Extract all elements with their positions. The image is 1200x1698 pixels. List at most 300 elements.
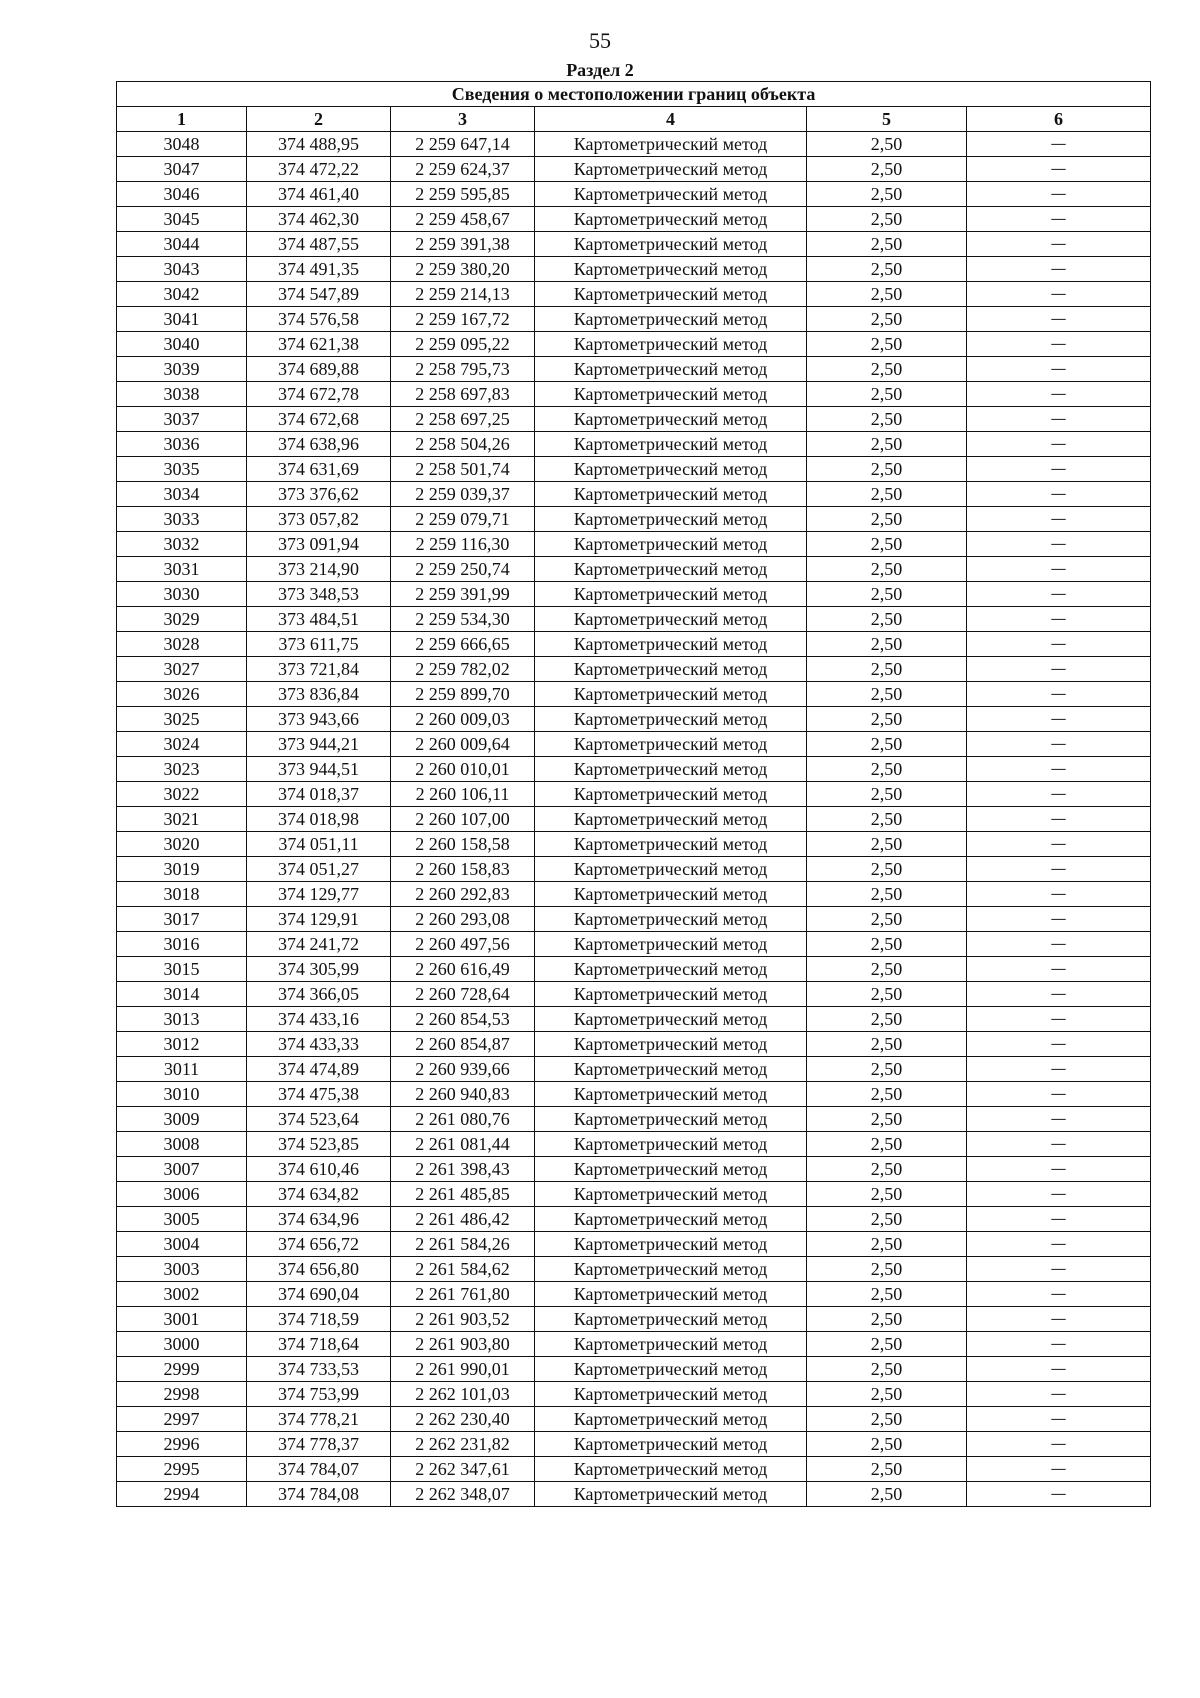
y-coordinate-cell: 2 259 458,67 [391,207,535,232]
x-coordinate-cell: 374 672,78 [247,382,391,407]
method-cell: Картометрический метод [535,1482,807,1507]
table-row [117,857,1151,882]
description-cell: — [967,307,1151,332]
description-cell: — [967,1282,1151,1307]
table-row [117,1057,1151,1082]
accuracy-cell: 2,50 [807,432,967,457]
point-number-cell: 2994 [117,1482,247,1507]
accuracy-cell: 2,50 [807,507,967,532]
point-number-cell: 3037 [117,407,247,432]
x-coordinate-cell: 374 778,21 [247,1407,391,1432]
table-row [117,1032,1151,1057]
table-row [117,1382,1151,1407]
y-coordinate-cell: 2 260 158,58 [391,832,535,857]
table-row [117,1157,1151,1182]
accuracy-cell: 2,50 [807,332,967,357]
method-cell: Картометрический метод [535,1057,807,1082]
description-cell: — [967,857,1151,882]
method-cell: Картометрический метод [535,157,807,182]
accuracy-cell: 2,50 [807,1457,967,1482]
point-number-cell: 3006 [117,1182,247,1207]
x-coordinate-cell: 374 778,37 [247,1432,391,1457]
table-row [117,357,1151,382]
method-cell: Картометрический метод [535,1032,807,1057]
table-row [117,832,1151,857]
y-coordinate-cell: 2 261 080,76 [391,1107,535,1132]
method-cell: Картометрический метод [535,607,807,632]
x-coordinate-cell: 374 718,64 [247,1332,391,1357]
method-cell: Картометрический метод [535,907,807,932]
y-coordinate-cell: 2 259 899,70 [391,682,535,707]
table-row [117,132,1151,157]
description-cell: — [967,157,1151,182]
table-row [117,257,1151,282]
method-cell: Картометрический метод [535,757,807,782]
description-cell: — [967,557,1151,582]
point-number-cell: 3029 [117,607,247,632]
x-coordinate-cell: 373 836,84 [247,682,391,707]
accuracy-cell: 2,50 [807,157,967,182]
point-number-cell: 3039 [117,357,247,382]
description-cell: — [967,1382,1151,1407]
point-number-cell: 3020 [117,832,247,857]
x-coordinate-cell: 373 944,51 [247,757,391,782]
table-row [117,532,1151,557]
point-number-cell: 2996 [117,1432,247,1457]
table-row [117,882,1151,907]
table-row [117,1307,1151,1332]
description-cell: — [967,1407,1151,1432]
accuracy-cell: 2,50 [807,607,967,632]
y-coordinate-cell: 2 260 728,64 [391,982,535,1007]
table-row [117,1332,1151,1357]
table-row [117,1082,1151,1107]
method-cell: Картометрический метод [535,307,807,332]
x-coordinate-cell: 374 487,55 [247,232,391,257]
x-coordinate-cell: 374 576,58 [247,307,391,332]
point-number-cell: 3003 [117,1257,247,1282]
x-coordinate-cell: 374 733,53 [247,1357,391,1382]
method-cell: Картометрический метод [535,657,807,682]
table-row [117,1407,1151,1432]
x-coordinate-cell: 374 690,04 [247,1282,391,1307]
description-cell: — [967,1032,1151,1057]
method-cell: Картометрический метод [535,357,807,382]
accuracy-cell: 2,50 [807,632,967,657]
y-coordinate-cell: 2 260 939,66 [391,1057,535,1082]
y-coordinate-cell: 2 259 666,65 [391,632,535,657]
y-coordinate-cell: 2 260 107,00 [391,807,535,832]
column-header-1: 1 [117,107,247,132]
accuracy-cell: 2,50 [807,682,967,707]
y-coordinate-cell: 2 260 854,53 [391,1007,535,1032]
method-cell: Картометрический метод [535,1157,807,1182]
method-cell: Картометрический метод [535,482,807,507]
point-number-cell: 3031 [117,557,247,582]
method-cell: Картометрический метод [535,882,807,907]
x-coordinate-cell: 374 129,77 [247,882,391,907]
table-row [117,757,1151,782]
description-cell: — [967,657,1151,682]
point-number-cell: 3045 [117,207,247,232]
point-number-cell: 3007 [117,1157,247,1182]
column-header-3: 3 [391,107,535,132]
y-coordinate-cell: 2 258 697,25 [391,407,535,432]
accuracy-cell: 2,50 [807,232,967,257]
x-coordinate-cell: 373 057,82 [247,507,391,532]
point-number-cell: 3043 [117,257,247,282]
description-cell: — [967,1207,1151,1232]
point-number-cell: 3012 [117,1032,247,1057]
method-cell: Картометрический метод [535,332,807,357]
x-coordinate-cell: 373 943,66 [247,707,391,732]
column-header-2: 2 [247,107,391,132]
table-row [117,182,1151,207]
accuracy-cell: 2,50 [807,707,967,732]
table-row [117,1132,1151,1157]
method-cell: Картометрический метод [535,707,807,732]
point-number-cell: 3016 [117,932,247,957]
accuracy-cell: 2,50 [807,132,967,157]
y-coordinate-cell: 2 258 697,83 [391,382,535,407]
table-row [117,1182,1151,1207]
x-coordinate-cell: 374 018,98 [247,807,391,832]
accuracy-cell: 2,50 [807,1057,967,1082]
accuracy-cell: 2,50 [807,1107,967,1132]
accuracy-cell: 2,50 [807,882,967,907]
description-cell: — [967,932,1151,957]
column-header-5: 5 [807,107,967,132]
method-cell: Картометрический метод [535,507,807,532]
point-number-cell: 3026 [117,682,247,707]
table-body [117,132,1151,1507]
method-cell: Картометрический метод [535,857,807,882]
description-cell: — [967,407,1151,432]
table-row [117,607,1151,632]
x-coordinate-cell: 374 474,89 [247,1057,391,1082]
table-row [117,1357,1151,1382]
y-coordinate-cell: 2 258 501,74 [391,457,535,482]
x-coordinate-cell: 373 944,21 [247,732,391,757]
x-coordinate-cell: 374 610,46 [247,1157,391,1182]
accuracy-cell: 2,50 [807,657,967,682]
y-coordinate-cell: 2 259 079,71 [391,507,535,532]
accuracy-cell: 2,50 [807,1332,967,1357]
point-number-cell: 3015 [117,957,247,982]
description-cell: — [967,1357,1151,1382]
point-number-cell: 2999 [117,1357,247,1382]
accuracy-cell: 2,50 [807,482,967,507]
x-coordinate-cell: 374 634,96 [247,1207,391,1232]
method-cell: Картометрический метод [535,432,807,457]
accuracy-cell: 2,50 [807,1282,967,1307]
method-cell: Картометрический метод [535,1207,807,1232]
method-cell: Картометрический метод [535,1082,807,1107]
description-cell: — [967,457,1151,482]
accuracy-cell: 2,50 [807,782,967,807]
method-cell: Картометрический метод [535,1282,807,1307]
description-cell: — [967,1107,1151,1132]
point-number-cell: 3024 [117,732,247,757]
x-coordinate-cell: 373 611,75 [247,632,391,657]
table-row [117,682,1151,707]
accuracy-cell: 2,50 [807,532,967,557]
point-number-cell: 3019 [117,857,247,882]
description-cell: — [967,1182,1151,1207]
method-cell: Картометрический метод [535,832,807,857]
description-cell: — [967,1232,1151,1257]
x-coordinate-cell: 374 689,88 [247,357,391,382]
x-coordinate-cell: 374 129,91 [247,907,391,932]
point-number-cell: 3032 [117,532,247,557]
table-row [117,657,1151,682]
table-row [117,1107,1151,1132]
y-coordinate-cell: 2 260 009,03 [391,707,535,732]
accuracy-cell: 2,50 [807,307,967,332]
description-cell: — [967,982,1151,1007]
method-cell: Картометрический метод [535,1182,807,1207]
description-cell: — [967,1257,1151,1282]
method-cell: Картометрический метод [535,807,807,832]
y-coordinate-cell: 2 260 854,87 [391,1032,535,1057]
accuracy-cell: 2,50 [807,932,967,957]
description-cell: — [967,182,1151,207]
point-number-cell: 3042 [117,282,247,307]
point-number-cell: 3008 [117,1132,247,1157]
accuracy-cell: 2,50 [807,1232,967,1257]
accuracy-cell: 2,50 [807,1032,967,1057]
table-row [117,157,1151,182]
accuracy-cell: 2,50 [807,757,967,782]
x-coordinate-cell: 374 366,05 [247,982,391,1007]
y-coordinate-cell: 2 261 903,80 [391,1332,535,1357]
method-cell: Картометрический метод [535,782,807,807]
description-cell: — [967,907,1151,932]
description-cell: — [967,1432,1151,1457]
x-coordinate-cell: 374 475,38 [247,1082,391,1107]
x-coordinate-cell: 374 488,95 [247,132,391,157]
accuracy-cell: 2,50 [807,1207,967,1232]
y-coordinate-cell: 2 260 292,83 [391,882,535,907]
y-coordinate-cell: 2 260 158,83 [391,857,535,882]
x-coordinate-cell: 374 305,99 [247,957,391,982]
description-cell: — [967,382,1151,407]
point-number-cell: 3028 [117,632,247,657]
accuracy-cell: 2,50 [807,257,967,282]
y-coordinate-cell: 2 260 106,11 [391,782,535,807]
method-cell: Картометрический метод [535,1257,807,1282]
description-cell: — [967,432,1151,457]
y-coordinate-cell: 2 259 380,20 [391,257,535,282]
description-cell: — [967,1332,1151,1357]
table-row [117,732,1151,757]
point-number-cell: 2998 [117,1382,247,1407]
accuracy-cell: 2,50 [807,1407,967,1432]
accuracy-cell: 2,50 [807,1432,967,1457]
accuracy-cell: 2,50 [807,382,967,407]
x-coordinate-cell: 374 547,89 [247,282,391,307]
description-cell: — [967,807,1151,832]
description-cell: — [967,332,1151,357]
accuracy-cell: 2,50 [807,1257,967,1282]
x-coordinate-cell: 373 091,94 [247,532,391,557]
description-cell: — [967,1307,1151,1332]
table-row [117,432,1151,457]
y-coordinate-cell: 2 261 990,01 [391,1357,535,1382]
y-coordinate-cell: 2 260 940,83 [391,1082,535,1107]
accuracy-cell: 2,50 [807,1382,967,1407]
table-row [117,1007,1151,1032]
x-coordinate-cell: 373 348,53 [247,582,391,607]
y-coordinate-cell: 2 258 795,73 [391,357,535,382]
y-coordinate-cell: 2 259 167,72 [391,307,535,332]
x-coordinate-cell: 374 634,82 [247,1182,391,1207]
accuracy-cell: 2,50 [807,1182,967,1207]
accuracy-cell: 2,50 [807,582,967,607]
y-coordinate-cell: 2 260 497,56 [391,932,535,957]
description-cell: — [967,582,1151,607]
column-header-6: 6 [967,107,1151,132]
point-number-cell: 3004 [117,1232,247,1257]
description-cell: — [967,1007,1151,1032]
accuracy-cell: 2,50 [807,1307,967,1332]
point-number-cell: 3038 [117,382,247,407]
y-coordinate-cell: 2 259 116,30 [391,532,535,557]
description-cell: — [967,682,1151,707]
method-cell: Картометрический метод [535,1457,807,1482]
accuracy-cell: 2,50 [807,1132,967,1157]
description-cell: — [967,757,1151,782]
method-cell: Картометрический метод [535,207,807,232]
accuracy-cell: 2,50 [807,1157,967,1182]
point-number-cell: 3005 [117,1207,247,1232]
x-coordinate-cell: 374 656,72 [247,1232,391,1257]
y-coordinate-cell: 2 259 782,02 [391,657,535,682]
table-row [117,232,1151,257]
point-number-cell: 3034 [117,482,247,507]
method-cell: Картометрический метод [535,932,807,957]
method-cell: Картометрический метод [535,1432,807,1457]
point-number-cell: 3017 [117,907,247,932]
table-row [117,907,1151,932]
method-cell: Картометрический метод [535,1357,807,1382]
accuracy-cell: 2,50 [807,182,967,207]
column-header-4: 4 [535,107,807,132]
description-cell: — [967,782,1151,807]
description-cell: — [967,132,1151,157]
x-coordinate-cell: 374 784,07 [247,1457,391,1482]
table-row [117,982,1151,1007]
description-cell: — [967,832,1151,857]
x-coordinate-cell: 374 523,64 [247,1107,391,1132]
y-coordinate-cell: 2 260 616,49 [391,957,535,982]
table-row [117,457,1151,482]
table-row [117,282,1151,307]
description-cell: — [967,282,1151,307]
table-header-row [117,107,1151,132]
page-number: 55 [589,28,611,53]
x-coordinate-cell: 374 018,37 [247,782,391,807]
boundary-coordinates-table [116,81,1151,1507]
method-cell: Картометрический метод [535,732,807,757]
point-number-cell: 3013 [117,1007,247,1032]
table-row [117,332,1151,357]
table-row [117,1257,1151,1282]
table-row [117,632,1151,657]
description-cell: — [967,257,1151,282]
accuracy-cell: 2,50 [807,857,967,882]
x-coordinate-cell: 374 241,72 [247,932,391,957]
x-coordinate-cell: 374 656,80 [247,1257,391,1282]
method-cell: Картометрический метод [535,282,807,307]
x-coordinate-cell: 373 484,51 [247,607,391,632]
table-row [117,557,1151,582]
point-number-cell: 3023 [117,757,247,782]
y-coordinate-cell: 2 259 214,13 [391,282,535,307]
point-number-cell: 2997 [117,1407,247,1432]
point-number-cell: 3011 [117,1057,247,1082]
accuracy-cell: 2,50 [807,957,967,982]
accuracy-cell: 2,50 [807,732,967,757]
method-cell: Картометрический метод [535,1382,807,1407]
y-coordinate-cell: 2 262 348,07 [391,1482,535,1507]
point-number-cell: 3035 [117,457,247,482]
x-coordinate-cell: 374 523,85 [247,1132,391,1157]
point-number-cell: 3033 [117,507,247,532]
method-cell: Картометрический метод [535,257,807,282]
table-row [117,807,1151,832]
y-coordinate-cell: 2 260 293,08 [391,907,535,932]
accuracy-cell: 2,50 [807,457,967,482]
x-coordinate-cell: 374 051,27 [247,857,391,882]
method-cell: Картометрический метод [535,1107,807,1132]
accuracy-cell: 2,50 [807,357,967,382]
method-cell: Картометрический метод [535,182,807,207]
description-cell: — [967,1457,1151,1482]
description-cell: — [967,1482,1151,1507]
x-coordinate-cell: 374 638,96 [247,432,391,457]
point-number-cell: 3046 [117,182,247,207]
accuracy-cell: 2,50 [807,982,967,1007]
table-row [117,1432,1151,1457]
table-caption-row [117,82,1151,107]
x-coordinate-cell: 374 491,35 [247,257,391,282]
point-number-cell: 3047 [117,157,247,182]
table-row [117,932,1151,957]
description-cell: — [967,1082,1151,1107]
accuracy-cell: 2,50 [807,207,967,232]
point-number-cell: 3027 [117,657,247,682]
accuracy-cell: 2,50 [807,1082,967,1107]
description-cell: — [967,207,1151,232]
y-coordinate-cell: 2 259 250,74 [391,557,535,582]
point-number-cell: 3022 [117,782,247,807]
x-coordinate-cell: 374 472,22 [247,157,391,182]
section-title: Раздел 2 [566,60,634,80]
description-cell: — [967,732,1151,757]
accuracy-cell: 2,50 [807,557,967,582]
accuracy-cell: 2,50 [807,832,967,857]
y-coordinate-cell: 2 259 391,38 [391,232,535,257]
table-caption: Сведения о местоположении границ объекта [117,82,1151,107]
table-row [117,507,1151,532]
method-cell: Картометрический метод [535,232,807,257]
description-cell: — [967,632,1151,657]
x-coordinate-cell: 374 718,59 [247,1307,391,1332]
accuracy-cell: 2,50 [807,807,967,832]
method-cell: Картометрический метод [535,1407,807,1432]
accuracy-cell: 2,50 [807,1357,967,1382]
